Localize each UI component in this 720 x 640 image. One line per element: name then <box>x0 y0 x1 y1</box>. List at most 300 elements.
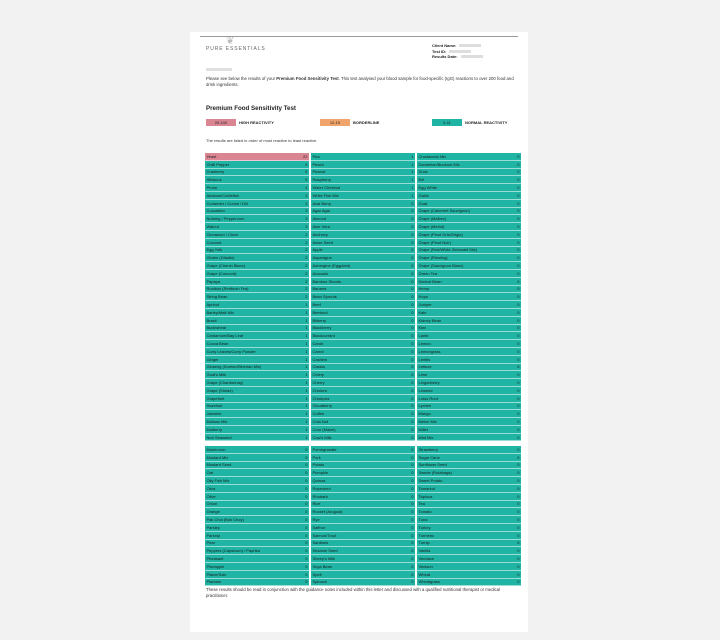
food-score: 0 <box>517 485 520 491</box>
food-score: 0 <box>411 478 414 484</box>
food-score: 0 <box>517 454 520 460</box>
result-row <box>311 371 415 379</box>
food-name: Pea <box>312 153 320 159</box>
food-name: Hops <box>418 294 428 300</box>
food-score: 0 <box>305 501 308 507</box>
food-score: 0 <box>517 364 520 370</box>
food-score: 0 <box>411 364 414 370</box>
food-name: Cinnamon / Clove <box>206 231 239 237</box>
food-score: 3 <box>305 192 308 198</box>
result-row <box>417 418 521 426</box>
food-name: Pineapple <box>206 563 225 569</box>
food-score: 0 <box>411 255 414 261</box>
result-row <box>311 547 415 555</box>
food-name: Papaya <box>206 278 221 284</box>
food-name: Cloudberry <box>312 403 333 409</box>
food-score: 0 <box>305 579 308 585</box>
food-score: 0 <box>517 348 520 354</box>
result-row <box>205 477 309 485</box>
results-date-label: Results Date: <box>432 54 458 59</box>
result-row <box>205 309 309 317</box>
food-score: 0 <box>411 517 414 523</box>
food-name: Tamarind <box>418 485 435 491</box>
logo-mark-icon: ❦ <box>226 36 235 47</box>
food-score: 0 <box>305 446 308 452</box>
food-name: Vanilla <box>418 548 431 554</box>
food-score: 1 <box>305 341 308 347</box>
legend-borderline <box>320 119 379 126</box>
food-score: 0 <box>411 263 414 269</box>
food-score: 0 <box>411 317 414 323</box>
result-row <box>311 262 415 270</box>
result-row <box>311 434 415 442</box>
food-score: 0 <box>517 200 520 206</box>
food-score: 0 <box>517 278 520 284</box>
result-row <box>417 215 521 223</box>
food-name: Cardamom/Bay Leaf <box>206 333 244 339</box>
result-row <box>417 477 521 485</box>
food-name: Lime <box>418 372 428 378</box>
result-row <box>205 208 309 216</box>
food-name: Mushroom <box>206 446 226 452</box>
food-score: 0 <box>517 263 520 269</box>
food-score: 0 <box>517 309 520 315</box>
food-name: Sesame Seed <box>312 548 338 554</box>
result-row <box>417 200 521 208</box>
result-row <box>417 364 521 372</box>
results-column <box>417 446 521 586</box>
result-row <box>417 395 521 403</box>
food-score: 2 <box>305 270 308 276</box>
food-score: 0 <box>411 571 414 577</box>
result-row <box>311 247 415 255</box>
result-row <box>311 469 415 477</box>
food-score: 0 <box>411 418 414 424</box>
food-score: 9 <box>305 161 308 167</box>
food-name: Tea <box>418 501 425 507</box>
result-row <box>311 379 415 387</box>
food-score: 0 <box>411 540 414 546</box>
food-name: Prune <box>206 185 218 191</box>
food-name: Rye <box>312 517 320 523</box>
legend <box>206 119 518 127</box>
food-name: Brazil <box>206 317 217 323</box>
result-row <box>417 356 521 364</box>
food-name: Grapefruit <box>206 395 225 401</box>
food-name: Goat <box>418 200 428 206</box>
food-score: 1 <box>305 364 308 370</box>
result-row <box>205 501 309 509</box>
food-name: Chilli Pepper <box>206 161 230 167</box>
food-name: Onion <box>206 501 218 507</box>
food-name: Grape (Red/White Zinfandel Mix) <box>418 247 477 253</box>
food-score: 4 <box>305 185 308 191</box>
result-row <box>311 426 415 434</box>
food-score: 1 <box>305 380 308 385</box>
food-score: 1 <box>411 192 414 198</box>
food-score: 0 <box>517 380 520 385</box>
food-name: Carrot <box>312 348 324 354</box>
food-score: 0 <box>411 239 414 245</box>
food-score: 0 <box>517 247 520 253</box>
food-name: Plantain <box>206 579 221 585</box>
food-name: Apple <box>312 247 323 253</box>
result-row <box>311 309 415 317</box>
result-row <box>417 208 521 216</box>
food-score: 0 <box>517 153 520 159</box>
food-score: 0 <box>517 387 520 393</box>
food-name: Tomato <box>418 509 432 515</box>
result-row <box>205 270 309 278</box>
result-row <box>311 462 415 470</box>
food-name: Sheep's Milk <box>312 556 336 562</box>
intro-text: Please see below the results of your <box>206 76 277 81</box>
food-score: 0 <box>517 524 520 530</box>
food-name: Grape (Sauvignon Blanc) <box>418 263 464 269</box>
food-name: Ginseng (Korean/Siberian Mix) <box>206 364 262 370</box>
result-row <box>417 524 521 532</box>
result-row <box>311 153 415 161</box>
food-score: 0 <box>305 462 308 468</box>
result-row <box>311 317 415 325</box>
food-name: Coriander / Cumin / Dill <box>206 200 248 206</box>
result-row <box>417 446 521 454</box>
food-score: 0 <box>517 540 520 546</box>
result-row <box>311 493 415 501</box>
result-row <box>205 540 309 548</box>
food-name: Asparagus <box>312 255 332 261</box>
food-name: Grape (Malbec) <box>418 216 447 222</box>
food-score: 0 <box>305 563 308 569</box>
food-score: 0 <box>305 524 308 530</box>
food-name: Eel <box>418 177 425 183</box>
result-row <box>417 485 521 493</box>
food-name: Cola Nut <box>312 418 329 424</box>
food-name: Juniper <box>418 302 432 308</box>
food-score: 0 <box>517 192 520 198</box>
food-score: 0 <box>305 548 308 554</box>
result-row <box>417 309 521 317</box>
result-row <box>311 286 415 294</box>
result-row <box>205 493 309 501</box>
food-score: 0 <box>305 493 308 499</box>
food-name: Hemp <box>418 286 430 292</box>
food-name: Parsley <box>206 524 220 530</box>
food-score: 0 <box>411 446 414 452</box>
result-row <box>205 387 309 395</box>
intro-product: Premium Food Sensitivity Test <box>276 76 339 81</box>
food-name: Grape (Chardonnay) <box>206 380 244 385</box>
food-score: 0 <box>305 454 308 460</box>
result-row <box>417 454 521 462</box>
result-row <box>311 563 415 571</box>
food-name: Carob <box>312 341 324 347</box>
food-name: Salmon/Trout <box>312 532 337 538</box>
food-name: Orange <box>206 509 220 515</box>
food-name: Grape (Riesling) <box>418 255 448 261</box>
food-name: Turkey <box>418 524 431 530</box>
test-id-label: Test ID: <box>432 48 447 54</box>
result-row <box>417 169 521 177</box>
result-row <box>311 169 415 177</box>
result-row <box>311 278 415 286</box>
food-name: Aubergine (Eggplant) <box>312 263 351 269</box>
result-row <box>311 239 415 247</box>
food-score: 2 <box>305 255 308 261</box>
food-name: Coffee <box>312 411 325 417</box>
result-row <box>311 477 415 485</box>
result-row <box>417 426 521 434</box>
food-score: 3 <box>305 224 308 230</box>
food-name: Plaice/Sole <box>206 571 227 577</box>
food-score: 0 <box>517 317 520 323</box>
food-name: Blackcurrant <box>312 333 335 339</box>
result-row <box>417 501 521 509</box>
result-row <box>417 184 521 192</box>
result-row <box>417 325 521 333</box>
food-name: Grape (Pinot Noir) <box>418 239 451 245</box>
food-score: 0 <box>305 517 308 523</box>
food-name: Cocoa Bean <box>206 341 229 347</box>
food-name: Grape (Shiraz) <box>206 387 233 393</box>
food-score: 0 <box>517 224 520 230</box>
result-row <box>417 270 521 278</box>
food-name: Jasmine <box>206 411 222 417</box>
food-name: Grape (Pinot Gris/Grigio) <box>418 231 463 237</box>
result-row <box>205 356 309 364</box>
food-score: 1 <box>305 418 308 424</box>
food-score: 1 <box>305 309 308 315</box>
food-score: 0 <box>517 231 520 237</box>
food-score: 22 <box>303 153 308 159</box>
food-name: Oily Fish Mix <box>206 478 230 484</box>
food-score: 0 <box>411 309 414 315</box>
food-name: Grape (Concord) <box>206 270 237 276</box>
food-score: 0 <box>411 200 414 206</box>
food-name: Vendace <box>418 556 435 562</box>
food-name: Egg White <box>418 185 437 191</box>
result-row <box>417 262 521 270</box>
results-column <box>417 153 521 441</box>
result-row <box>311 501 415 509</box>
food-name: Pomegranate <box>312 446 337 452</box>
result-row <box>417 293 521 301</box>
food-score: 0 <box>517 556 520 562</box>
results-column <box>205 446 309 586</box>
food-score: 2 <box>305 263 308 269</box>
result-row <box>205 231 309 239</box>
result-row <box>205 563 309 571</box>
food-name: Cashew <box>312 356 327 362</box>
food-name: Cranberry <box>206 169 225 175</box>
result-row <box>205 516 309 524</box>
result-row <box>417 387 521 395</box>
food-name: Hibiscus <box>206 177 222 183</box>
result-row <box>311 270 415 278</box>
food-score: 0 <box>411 325 414 331</box>
legend-borderline-swatch: 12-19 <box>320 119 350 126</box>
food-name: Banana <box>312 286 327 292</box>
food-name: Pumpkin <box>312 470 329 476</box>
food-name: Rooibos (Redbush Tea) <box>206 286 249 292</box>
result-row <box>205 161 309 169</box>
food-score: 0 <box>411 208 414 214</box>
food-score: 0 <box>411 372 414 378</box>
food-name: Sardines <box>312 540 329 546</box>
food-name: Abalone/Cuttlefish <box>206 192 239 198</box>
results-column <box>311 153 415 441</box>
food-score: 1 <box>305 302 308 308</box>
result-row <box>205 184 309 192</box>
food-name: Kiwi <box>418 325 426 331</box>
food-name: Turnip <box>418 540 430 546</box>
food-name: Pork <box>312 454 321 460</box>
result-row <box>205 508 309 516</box>
result-row <box>417 493 521 501</box>
food-score: 0 <box>411 434 414 440</box>
food-score: 0 <box>517 403 520 409</box>
result-row <box>311 200 415 208</box>
result-row <box>417 176 521 184</box>
food-name: Lemon <box>418 341 431 347</box>
food-score: 0 <box>517 356 520 362</box>
result-row <box>417 239 521 247</box>
food-name: Rhubarb <box>312 493 328 499</box>
food-score: 0 <box>517 411 520 417</box>
food-name: Blackberry <box>312 325 332 331</box>
section-title: Premium Food Sensitivity Test <box>206 105 296 112</box>
food-score: 1 <box>305 325 308 331</box>
food-name: Saffron <box>312 524 326 530</box>
result-row <box>205 579 309 587</box>
result-row <box>417 247 521 255</box>
food-score: 0 <box>517 548 520 554</box>
food-name: Potato <box>312 462 325 468</box>
result-row <box>417 254 521 262</box>
food-name: Lingonberry <box>418 380 440 385</box>
food-name: Chickpea <box>312 395 330 401</box>
result-row <box>205 286 309 294</box>
food-name: Cherry <box>312 380 325 385</box>
food-score: 0 <box>517 470 520 476</box>
food-score: 0 <box>411 462 414 468</box>
food-name: Rice <box>312 501 321 507</box>
result-row <box>311 231 415 239</box>
food-name: Melon Mix <box>418 418 437 424</box>
food-score: 0 <box>517 462 520 468</box>
result-row <box>417 153 521 161</box>
result-row <box>205 462 309 470</box>
food-name: Avocado <box>312 270 328 276</box>
result-row <box>205 153 309 161</box>
result-row <box>205 192 309 200</box>
food-name: Crustacean Mix <box>418 153 447 159</box>
food-name: Kidney Bean <box>418 317 442 323</box>
food-name: Parsnip <box>206 532 221 538</box>
result-row <box>205 317 309 325</box>
food-name: Bamboo Shoots <box>312 278 341 284</box>
food-name: Haricot Bean <box>418 278 442 284</box>
food-score: 0 <box>305 540 308 546</box>
food-score: 3 <box>305 216 308 222</box>
food-score: 0 <box>411 501 414 507</box>
food-name: Peppers (Capsicum) / Paprika <box>206 548 260 554</box>
result-row <box>205 340 309 348</box>
food-name: Wheatgrass <box>418 579 440 585</box>
legend-normal <box>432 119 507 126</box>
food-score: 5 <box>305 177 308 183</box>
result-row <box>205 571 309 579</box>
result-row <box>205 364 309 372</box>
food-name: Celery <box>312 372 325 378</box>
result-row <box>311 325 415 333</box>
result-row <box>311 524 415 532</box>
food-score: 0 <box>517 372 520 378</box>
food-score: 0 <box>411 454 414 460</box>
food-name: Grape (Cabernet Sauvignon) <box>418 208 470 214</box>
redacted-salutation <box>206 68 232 71</box>
food-name: Oat <box>206 470 213 476</box>
food-name: Goat's Milk <box>206 372 227 378</box>
food-score: 1 <box>305 403 308 409</box>
food-score: 1 <box>411 177 414 183</box>
food-score: 0 <box>411 380 414 385</box>
result-row <box>205 485 309 493</box>
food-name: Olive <box>206 493 216 499</box>
result-row <box>205 532 309 540</box>
result-row <box>311 340 415 348</box>
food-score: 0 <box>411 270 414 276</box>
food-name: Mulberry <box>206 426 223 432</box>
result-row <box>417 434 521 442</box>
result-row <box>311 356 415 364</box>
food-name: Kale <box>418 309 427 315</box>
food-name: Soya Bean <box>312 563 333 569</box>
result-row <box>205 301 309 309</box>
brand-logo: PURE ESSENTIALS <box>206 46 266 52</box>
food-score: 0 <box>517 286 520 292</box>
result-row <box>311 301 415 309</box>
result-row <box>205 348 309 356</box>
result-row <box>417 571 521 579</box>
food-name: Buckwheat <box>206 325 227 331</box>
food-score: 1 <box>411 153 414 159</box>
result-row <box>311 254 415 262</box>
food-score: 0 <box>517 426 520 432</box>
result-row <box>205 454 309 462</box>
food-score: 1 <box>305 317 308 323</box>
food-score: 0 <box>517 532 520 538</box>
result-row <box>417 579 521 587</box>
result-row <box>205 379 309 387</box>
food-score: 0 <box>517 255 520 261</box>
food-name: Hazelnut <box>206 403 223 409</box>
food-score: 0 <box>411 302 414 308</box>
food-name: Duck <box>418 169 428 175</box>
food-score: 0 <box>411 411 414 417</box>
food-name: Gluten (Gliadin) <box>206 255 235 261</box>
food-score: 3 <box>305 200 308 206</box>
legend-high-label: HIGH REACTIVITY <box>239 120 274 125</box>
food-name: Apricot <box>206 302 219 308</box>
results-column <box>311 446 415 586</box>
food-score: 0 <box>305 532 308 538</box>
food-score: 0 <box>517 161 520 167</box>
result-row <box>311 571 415 579</box>
result-row <box>417 379 521 387</box>
client-info <box>432 43 483 60</box>
result-row <box>205 293 309 301</box>
